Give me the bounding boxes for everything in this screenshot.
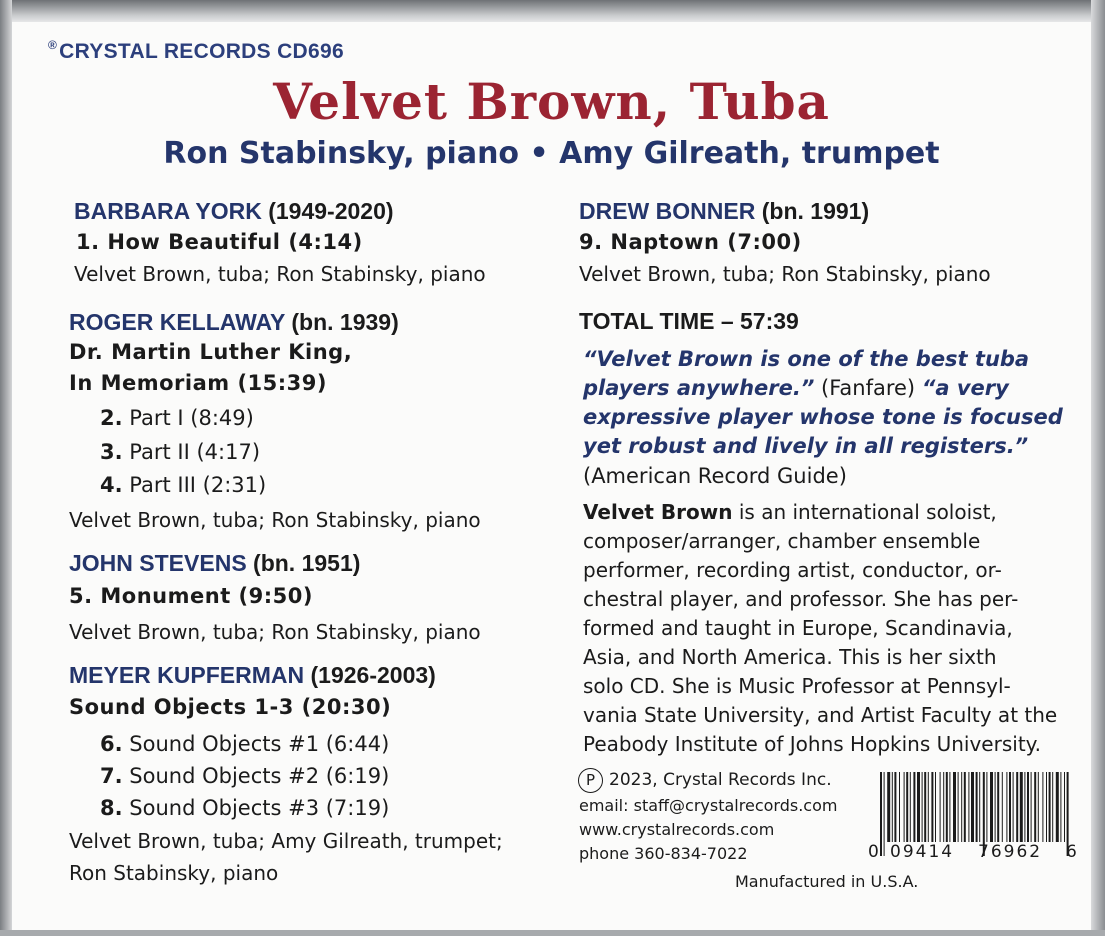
bio-line3: performer, recording artist, conductor, or- [583,558,1002,582]
bio-line5: formed and taught in Europe, Scandinavia, [583,616,1013,640]
barcode-bar [976,772,978,842]
barcode-bar [986,772,987,842]
barcode-bar [971,772,974,842]
bio-line7: solo CD. She is Music Professor at Pennsyl- [583,674,1011,698]
barcode-bar [953,772,956,842]
bio-line2: composer/arranger, chamber ensemble [583,529,981,553]
barcode-bar [906,772,908,842]
album-subtitle: Ron Stabinsky, piano • Amy Gilreath, trumpet [163,136,940,171]
barcode-bar [958,772,959,842]
barcode-bar [1056,772,1059,842]
work-how-beautiful: 1. How Beautiful (4:14) [76,230,363,254]
movement-2: 2. Part I (8:49) [100,406,254,430]
performers-bonner: Velvet Brown, tuba; Ron Stabinsky, piano [579,262,991,286]
barcode-bar [922,772,923,842]
bio-line6: Asia, and North America. This is her sixth [583,645,997,669]
barcode-bar [943,772,944,842]
contact-email: email: staff@crystalrecords.com [579,796,838,815]
barcode-bar [1064,772,1065,842]
review-line3: expressive player whose tone is focused [583,405,1063,429]
case-edge-left [0,0,12,936]
barcode-bar [928,772,929,842]
barcode-bar [917,772,920,842]
bio-line4: chestral player, and professor. She has per- [583,587,1019,611]
barcode-bar [892,772,893,842]
movement-7: 7. Sound Objects #2 (6:19) [100,764,390,788]
barcode-bar [995,772,996,842]
case-edge-bottom [0,930,1105,936]
composer-york: BARBARA YORK (1949-2020) [74,198,394,224]
barcode-bar [1027,772,1029,842]
back-cover-insert [12,22,1091,930]
case-edge-right [1091,0,1105,936]
barcode-bar [887,772,890,842]
review-line1: “Velvet Brown is one of the best tuba [583,347,1030,371]
barcode-bar [979,772,980,842]
barcode-bar [1006,772,1007,842]
barcode-bar [997,772,999,842]
work-mlk-line1: Dr. Martin Luther King, [69,340,353,364]
bio-line8: vania State University, and Artist Faculty at the [583,703,1058,727]
work-naptown: 9. Naptown (7:00) [579,230,802,254]
album-title: Velvet Brown, Tuba [273,72,830,131]
barcode-digits-group2: 76962 [978,842,1043,862]
work-monument: 5. Monument (9:50) [69,584,313,608]
barcode-bar [1038,772,1039,842]
case-edge-top [0,0,1105,22]
contact-phone: phone 360-834-7022 [579,844,748,863]
barcode-bar [1009,772,1011,842]
barcode-bar [1024,772,1025,842]
composer-stevens: JOHN STEVENS (bn. 1951) [69,550,361,576]
work-sound-objects: Sound Objects 1-3 (20:30) [69,695,392,719]
barcode-bar [1049,772,1051,842]
record-label: ®CRYSTAL RECORDS CD696 [48,38,344,63]
total-time: TOTAL TIME – 57:39 [579,308,799,334]
composer-kupferman: MEYER KUPFERMAN (1926-2003) [69,662,436,688]
barcode-bar [880,772,882,856]
movement-3: 3. Part II (4:17) [100,440,261,464]
movement-4: 4. Part III (2:31) [100,473,267,497]
barcode-bar [949,772,950,842]
performers-kupferman-line2: Ron Stabinsky, piano [69,861,279,885]
barcode-bar [1034,772,1036,842]
barcode-bar [940,772,941,842]
bio-line1: Velvet Brown is an international soloist, [583,500,997,524]
barcode-bar [1002,772,1003,842]
barcode-bar [894,772,896,842]
barcode-digit-right: 6 [1066,842,1077,862]
barcode-bar [1031,772,1032,842]
barcode-bar [899,772,900,842]
performers-york: Velvet Brown, tuba; Ron Stabinsky, piano [74,262,486,286]
barcode-bar [1046,772,1047,842]
composer-bonner: DREW BONNER (bn. 1991) [579,198,870,224]
review-line4: yet robust and lively in all registers.” [583,434,1029,458]
barcode-bar [1052,772,1053,842]
barcode-bar [1020,772,1023,842]
barcode-bar [1013,772,1014,842]
performers-kupferman-line1: Velvet Brown, tuba; Amy Gilreath, trumpet; [69,829,503,853]
barcode-bar [910,772,911,842]
review-source: (American Record Guide) [583,464,847,488]
movement-8: 8. Sound Objects #3 (7:19) [100,796,390,820]
performers-kellaway: Velvet Brown, tuba; Ron Stabinsky, piano [69,508,481,532]
manufactured-note: Manufactured in U.S.A. [735,872,919,891]
performers-stevens: Velvet Brown, tuba; Ron Stabinsky, piano [69,620,481,644]
barcode-bar [904,772,905,842]
barcode-bar [968,772,969,842]
bio-line9: Peabody Institute of Johns Hopkins University. [583,732,1041,756]
barcode-bar [884,772,885,856]
copyright-line: P 2023, Crystal Records Inc. [578,768,832,793]
review-line2: players anywhere.” (Fanfare) “a very [583,376,1009,400]
barcode-bar [964,772,966,842]
work-mlk-line2: In Memoriam (15:39) [69,371,327,395]
barcode-bar [924,772,926,842]
barcode-digit-left: 0 [868,842,879,862]
barcode-bar [931,772,933,842]
barcode-bar [913,772,915,842]
barcode-bar [935,772,936,842]
barcode-bar [946,772,948,842]
barcode-bar [1016,772,1018,842]
movement-6: 6. Sound Objects #1 (6:44) [100,732,390,756]
barcode-bar [1042,772,1043,842]
composer-kellaway: ROGER KELLAWAY (bn. 1939) [69,309,399,335]
phonogram-icon: P [578,768,603,793]
barcode-digits-group1: 09414 [890,842,955,862]
barcode-bar [1060,772,1061,842]
contact-web: www.crystalrecords.com [579,820,775,839]
barcode-bar [961,772,962,842]
barcode-bar [990,772,993,842]
